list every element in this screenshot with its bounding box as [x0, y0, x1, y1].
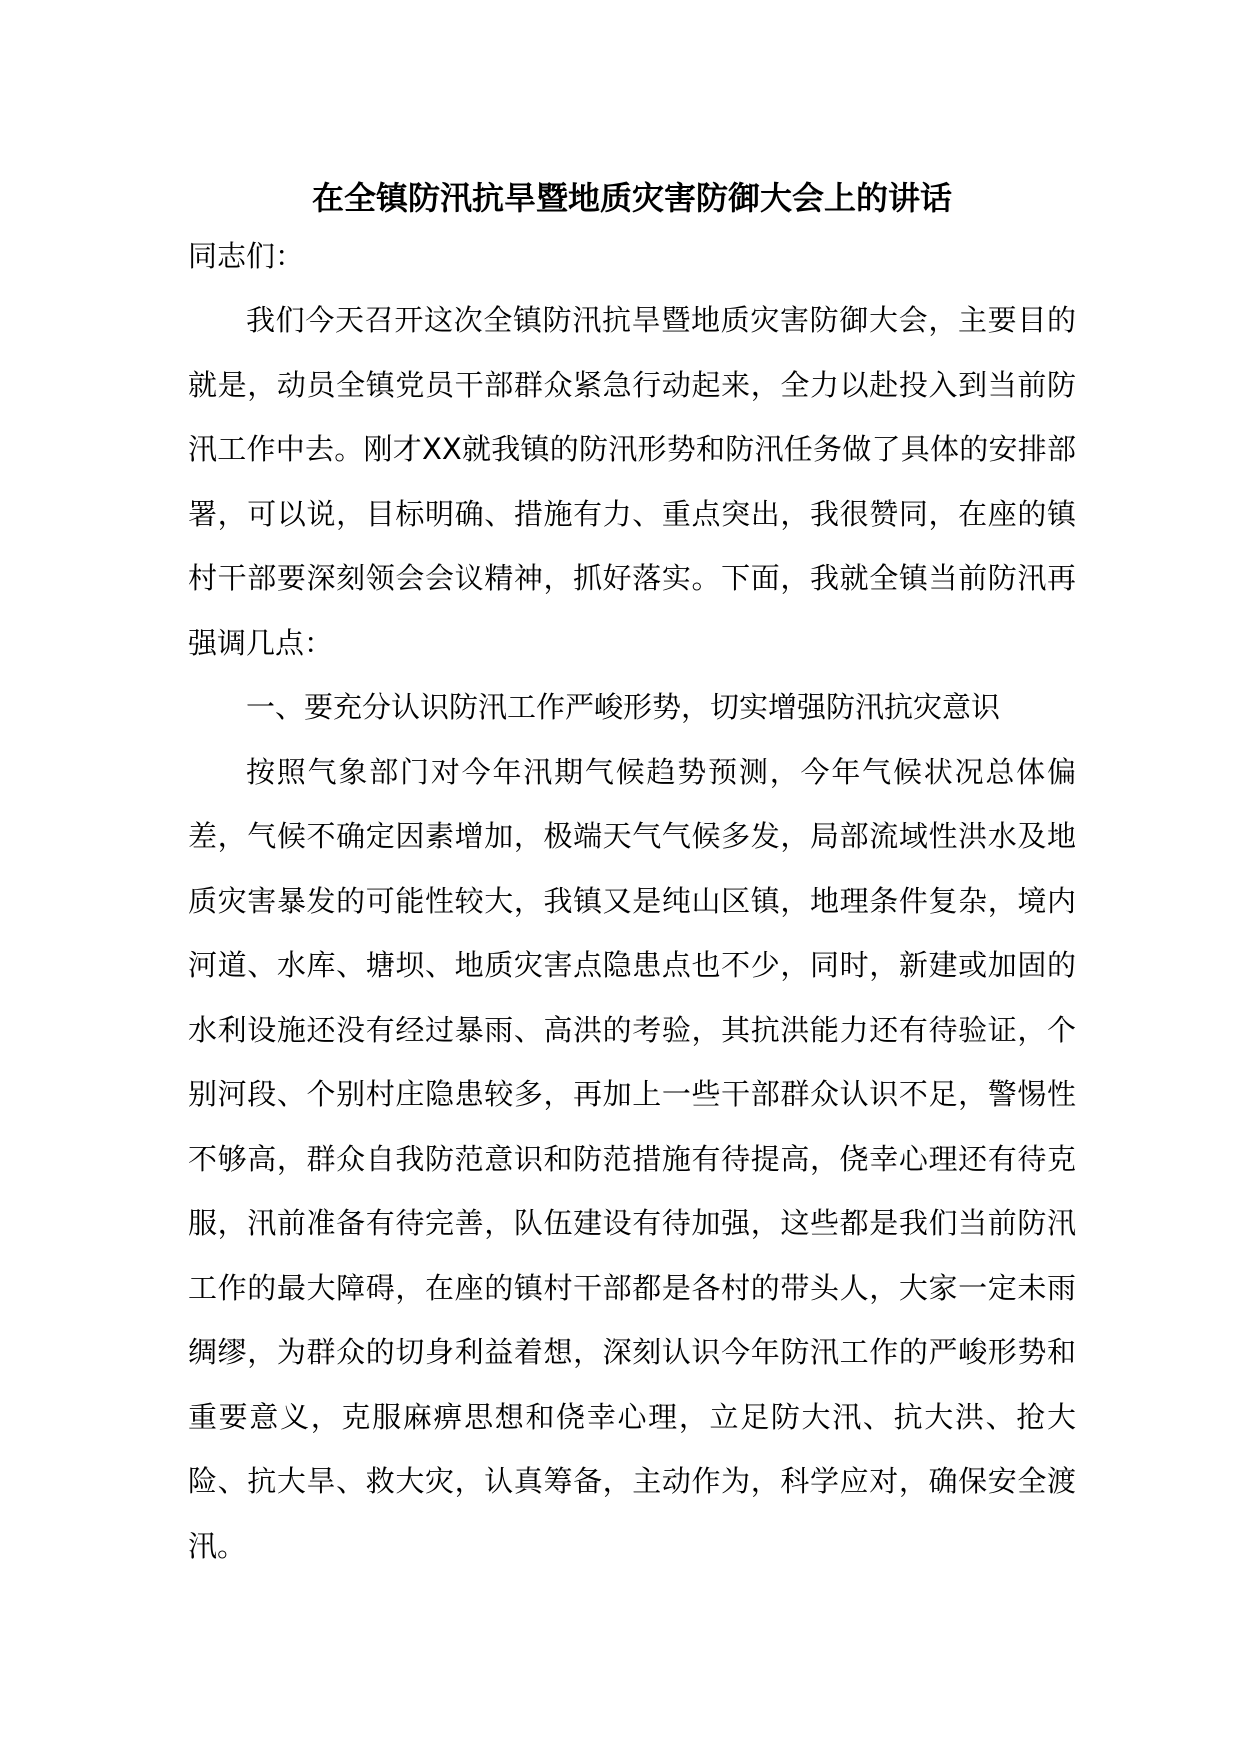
document-body [188, 172, 1076, 1578]
salutation: 同志们： [188, 239, 305, 273]
section-heading-1: 一、要充分认识防汛工作严峻形势，切实增强防汛抗灾意识 [246, 690, 1001, 724]
paragraph-section-1: 按照气象部门对今年汛期气候趋势预测，今年气候状况总体偏差，气候不确定因素增加，极端天气气候多发，局部流域性洪水及地质灾害暴发的可能性较大，我镇又是纯山区镇，地理条件复杂，境内河道、水库、塘坝、地质灾害点隐患点也不少，同时，新建或加固的水利设施还没有经过暴雨、高洪的考验，其抗洪能力还有待验证，个别河段、个别村庄隐患较多，再加上一些干部群众认识不足，警惕性不够高，群众自我防范意识和防范措施有待提高，侥幸心理还有待克服，汛前准备有待完善，队伍建设有待加强，这些都是我们当前防汛工作的最大障碍，在座的镇村干部都是各村的带头人，大家一定未雨绸缪，为群众的切身利益着想，深刻认识今年防汛工作的严峻形势和重要意义，克服麻痹思想和侥幸心理，立足防大汛、抗大洪、抢大险、抗大旱、救大灾，认真筹备，主动作为，科学应对，确保安全渡汛。 [188, 754, 1076, 1563]
paragraph-intro: 我们今天召开这次全镇防汛抗旱暨地质灾害防御大会，主要目的就是，动员全镇党员干部群众紧急行动起来，全力以赴投入到当前防汛工作中去。刚才XX就我镇的防汛形势和防汛任务做了具体的安排部署，可以说，目标明确、措施有力、重点突出，我很赞同，在座的镇村干部要深刻领会会议精神，抓好落实。下面，我就全镇当前防汛再强调几点： [188, 303, 1076, 660]
document-title: 在全镇防汛抗旱暨地质灾害防御大会上的讲话 [311, 179, 952, 217]
